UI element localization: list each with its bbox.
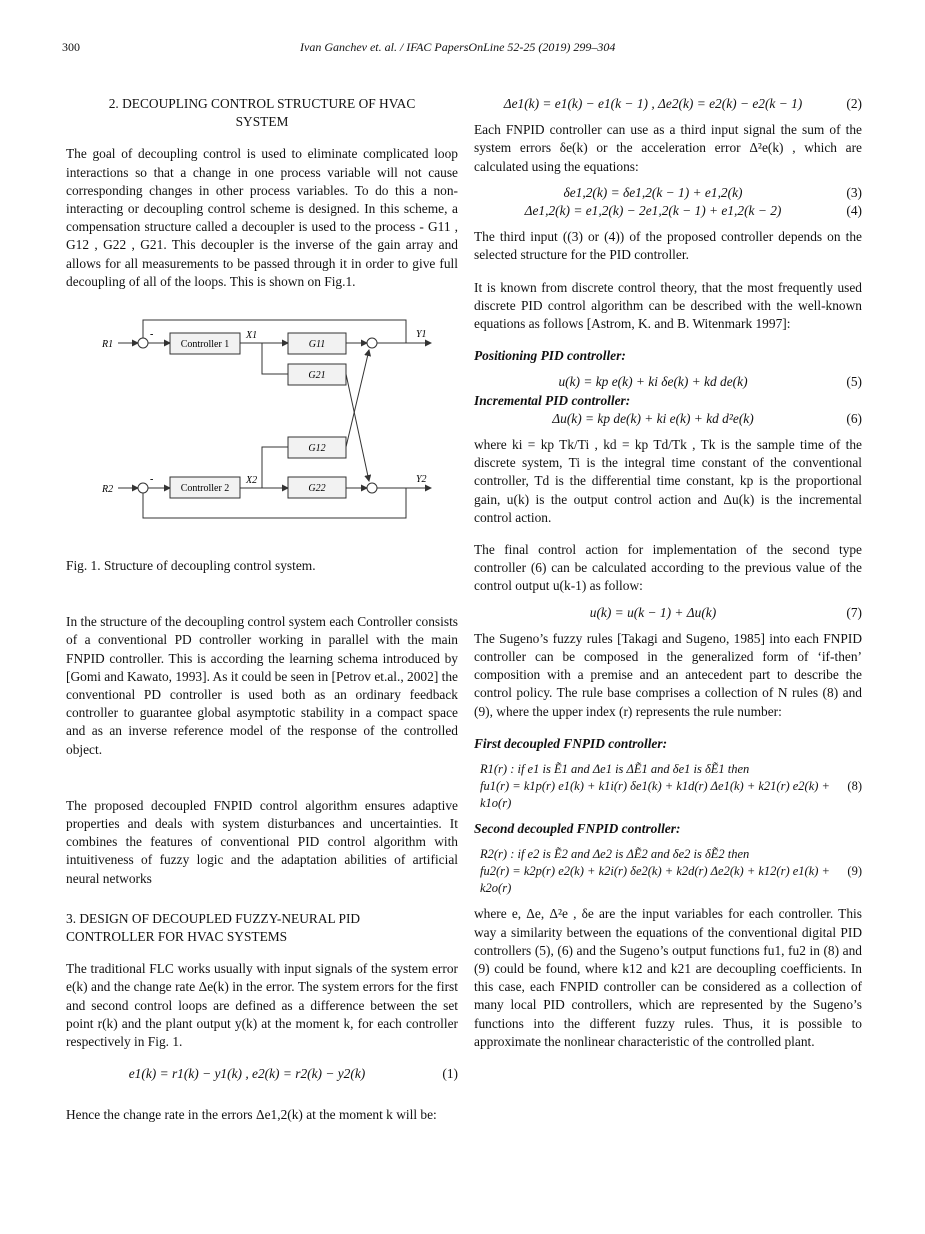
equation-4-number: (4) [846, 203, 862, 219]
equation-3-body: δe1,2(k) = δe1,2(k − 1) + e1,2(k) [563, 184, 743, 200]
equation-6-number: (6) [846, 410, 862, 426]
paragraph-pid-parameters: where ki = kp Tk/Ti , kd = kp Td/Tk , Tk is the sample time of the discrete system, Ti is the integral time constant of the conventional controller, Td is the differential time constant, kp is the proportional gain, u(k) is the output control action and Δu(k) is the incremental control action. [474, 437, 862, 525]
left-column [66, 95, 458, 1124]
equation-2-body: Δe1(k) = e1(k) − e1(k − 1) , Δe2(k) = e2(k) − e2(k − 1) [503, 96, 803, 111]
equation-7 [474, 604, 862, 622]
equation-9-number: (9) [847, 864, 862, 879]
equation-5 [474, 373, 862, 391]
figure-1-diagram [66, 313, 456, 535]
fig-g21: G21 [308, 370, 326, 382]
equation-1-body: e1(k) = r1(k) − y1(k) , e2(k) = r2(k) − y2(k) [128, 1066, 366, 1082]
paragraph-fnpid-properties: The proposed decoupled FNPID control algorithm ensures adaptive properties and deals with system disturbances and uncertainties. It combines the features of conventional PID control algorithm with intuitiveness of fuzzy logic and the adaptation abilities of artificial neural networks [66, 797, 458, 886]
equation-8-line1: R1(r) : if e1 is Ẽ1 and Δe1 is ΔẼ1 and δe1 is δẼ1 then [480, 762, 750, 777]
fig-g12: G12 [308, 443, 326, 455]
paragraph-discrete-pid: It is known from discrete control theory, that the most frequently used discrete PID control algorithm can be described with the well-known equations as follows [Astrom, K. and B. Witenmark 1997]: [474, 279, 862, 332]
equation-4-body: Δe1,2(k) = e1,2(k) − 2e1,2(k − 1) + e1,2(k − 2) [524, 203, 782, 219]
equation-5-number: (5) [846, 374, 862, 390]
equation-9 [474, 846, 862, 897]
paragraph-input-variables: where e, Δe, Δ²e , δe are the input variables for each controller. This way a similarity between the equations of the conventional digital PID controllers (5), (6) and the Sugeno’s output functions fu1, fu2 in (8) and (9) could be found, where k12 and k21 are decoupling coefficients. In this case, each FNPID controller can be considered as a collection of many local PID controllers, which are represented by the Sugeno’s functions into the different fuzzy rules. Thus, it is possible to approximate the nonlinear characteristic of the controlled plant. [474, 906, 862, 1049]
equation-9-line1: R2(r) : if e2 is Ẽ2 and Δe2 is ΔẼ2 and δe2 is δẼ2 then [480, 847, 750, 862]
fig-g11: G11 [308, 339, 326, 351]
equation-9-line2: fu2(r) = k2p(r) e2(k) + k2i(r) δe2(k) + k2d(r) Δe2(k) + k12(r) e1(k) + k2o(r) [480, 864, 830, 896]
section2-title-line1: 2. DECOUPLING CONTROL STRUCTURE OF HVAC [108, 96, 416, 111]
subheading-positioning-pid: Positioning PID controller: [474, 348, 626, 364]
equation-8-line2: fu1(r) = k1p(r) e1(k) + k1i(r) δe1(k) + k1d(r) Δe1(k) + k21(r) e2(k) + k1o(r) [480, 779, 830, 811]
fig-x1-label: X1 [246, 330, 258, 342]
equation-2-number: (2) [846, 96, 862, 111]
paragraph-sugeno-rules: The Sugeno’s fuzzy rules [Takagi and Sugeno, 1985] into each FNPID controller can be composed in the generalized form of ‘if-then’ composition with a premise and an antecedent part to describe the control policy. The rule base comprises a collection of N rules (8) and (9), where the upper index (r) represents the rule number: [474, 630, 862, 719]
paragraph-decoupling-goal: The goal of decoupling control is used to eliminate complicated loop interactions so that a change in one process variable will not cause corresponding changes in other process variables. To do this a non-interacting or decoupling control scheme is designed. In this scheme, a compensation structure called a decoupler is used to the process - G11 , G12 , G22 , G21. This decoupler is the inverse of the gain array and allows for all measurements to be passed through it in order to give full decoupling of all of the loops. This is shown on Fig.1. [66, 146, 458, 289]
subheading-incremental-pid: Incremental PID controller: [474, 392, 631, 408]
paragraph-flc-inputs: The traditional FLC works usually with input signals of the system error e(k) and the change rate Δe(k) in the error. The system errors for the first and second control loops are defined as a difference between the set point r(k) and the plant output y(k) at the moment k, for each controller respectively in Fig. 1. [66, 961, 458, 1050]
fig-controller2: Controller 2 [180, 483, 230, 495]
fig-r2-label: R2 [102, 484, 114, 496]
fig-minus2: - [150, 474, 154, 486]
equation-6-body: Δu(k) = kp de(k) + ki e(k) + kd d²e(k) [552, 410, 754, 426]
paragraph-controller-structure: In the structure of the decoupling control system each Controller consists of a conventional PD controller working in parallel with the main FNPID controller. This is according the learning schema introduced by [Gomi and Kawato, 1993]. As it could be seen in [Petrov et.al., 2002] the conventional PD controller is used both as an ordinary feedback controller to guarantee global asymptotic stability in a compact space and as an inverse reference model of the response of the controlled object. [66, 614, 458, 757]
equation-8 [474, 761, 862, 812]
fig-y2-label: Y2 [416, 474, 427, 486]
paragraph-final-control-action: The final control action for implementation of the second type controller (6) can be calculated according to the previous value of the control output u(k-1) as follow: [474, 542, 862, 594]
page-number: 300 [62, 40, 80, 54]
running-title: Ivan Ganchev et. al. / IFAC PapersOnLine 52-25 (2019) 299–304 [300, 40, 616, 54]
fig-g22: G22 [308, 483, 326, 495]
fig-r1-label: R1 [102, 339, 114, 351]
equation-1-number: (1) [442, 1066, 458, 1082]
equation-4 [474, 202, 862, 220]
equation-7-body: u(k) = u(k − 1) + Δu(k) [589, 604, 717, 620]
equation-7-number: (7) [846, 604, 862, 620]
section3-title-line1: 3. DESIGN OF DECOUPLED FUZZY-NEURAL PID [66, 910, 361, 926]
fig-minus1: - [150, 329, 154, 341]
fig-x2-label: X2 [246, 475, 258, 487]
right-column [474, 95, 862, 1051]
subheading-first-fnpid: First decoupled FNPID controller: [474, 735, 668, 751]
paragraph-third-input-depends: The third input ((3) or (4)) of the proposed controller depends on the selected structure for the PID controller. [474, 229, 862, 263]
equation-3 [474, 184, 862, 202]
equation-5-body: u(k) = kp e(k) + ki δe(k) + kd de(k) [558, 374, 748, 390]
fig-y1-label: Y1 [416, 329, 427, 341]
subheading-second-fnpid: Second decoupled FNPID controller: [474, 821, 681, 837]
paragraph-change-rate: Hence the change rate in the errors Δe1,2(k) at the moment k will be: [66, 1106, 437, 1122]
figure-1-caption: Fig. 1. Structure of decoupling control system. [66, 558, 316, 574]
equation-8-number: (8) [847, 779, 862, 794]
section3-title-line2: CONTROLLER FOR HVAC SYSTEMS [66, 929, 288, 945]
equation-1 [66, 1065, 458, 1083]
equation-3-number: (3) [846, 184, 862, 200]
equation-2 [474, 95, 862, 113]
section2-title-line2: SYSTEM [235, 114, 289, 130]
fig-controller1: Controller 1 [180, 339, 230, 351]
paragraph-third-input: Each FNPID controller can use as a third input signal the sum of the system errors δe(k) or the acceleration error Δ²e(k) , which are calculated using the equations: [474, 122, 862, 174]
equation-6 [474, 410, 862, 428]
